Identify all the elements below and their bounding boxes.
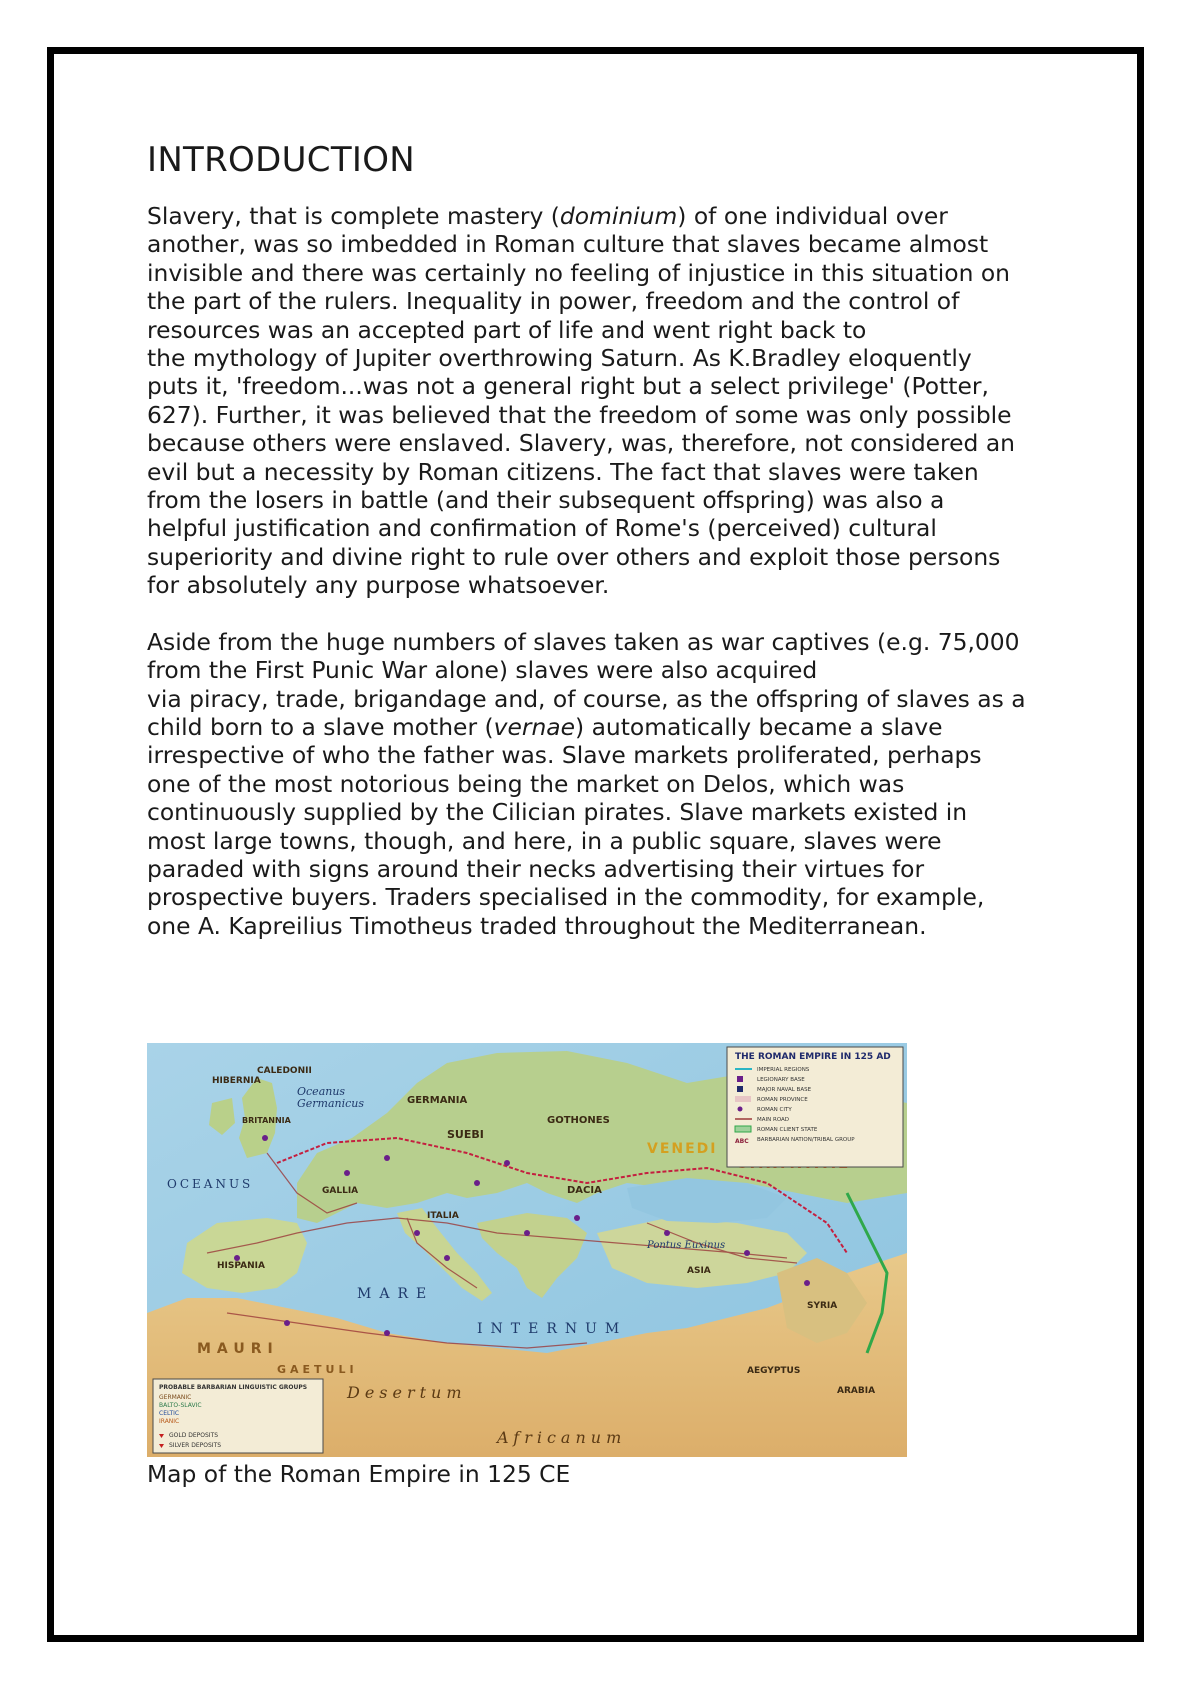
map-label: ITALIA [427, 1211, 459, 1221]
map-label: Oceanus [297, 1085, 346, 1098]
text-line: one of the most notorious being the market on Delos, which was [147, 769, 905, 798]
map-label: GALLIA [322, 1186, 359, 1196]
text-line: prospective buyers. Traders specialised in the commodity, for example, [147, 883, 985, 912]
map-label: Desertum [347, 1383, 467, 1402]
legend-entry: SILVER DEPOSITS [169, 1442, 222, 1449]
svg-text:ABC: ABC [735, 1138, 749, 1145]
legend-entry: MAJOR NAVAL BASE [757, 1087, 812, 1093]
legend-entry: GOLD DEPOSITS [169, 1432, 219, 1439]
figure-caption: Map of the Roman Empire in 125 CE [147, 1460, 571, 1488]
map-label: SYRIA [807, 1301, 838, 1311]
map-label: MAURI [197, 1341, 279, 1357]
map-label: DACIA [567, 1185, 602, 1196]
map-label: BRITANNIA [242, 1116, 291, 1125]
legend-entry: BARBARIAN NATION/TRIBAL GROUP [757, 1137, 855, 1143]
map-label: VENEDI [647, 1141, 718, 1157]
map-label: SUEBI [447, 1128, 484, 1141]
section-heading: INTRODUCTION [147, 140, 416, 180]
map-label: MARE [357, 1286, 435, 1302]
map-label: HISPANIA [217, 1261, 265, 1271]
map-figure [147, 1043, 907, 1489]
text-line: continuously supplied by the Cilician pirates. Slave markets existed in [147, 798, 968, 827]
text-line: child born to a slave mother (vernae) automatically became a slave [147, 712, 943, 741]
map-label: CALEDONII [257, 1066, 312, 1076]
legend-entry: IMPERIAL REGIONS [757, 1067, 810, 1073]
map-legend [727, 1047, 903, 1167]
map-label: HIBERNIA [212, 1076, 261, 1086]
map-label: ASIA [687, 1266, 711, 1276]
text-line: from the losers in battle (and their subsequent offspring) was also a [147, 486, 945, 515]
roman-empire-map [147, 1043, 907, 1457]
legend-entry: ROMAN CITY [757, 1107, 792, 1113]
paragraph-2 [147, 628, 1077, 940]
text-line: superiority and divine right to rule over others and exploit those persons [147, 542, 1001, 571]
italic-term: vernae [493, 712, 576, 741]
map-label: GERMANIA [407, 1095, 468, 1106]
text-line: irrespective of who the father was. Slave markets proliferated, perhaps [147, 741, 982, 770]
text-line: helpful justification and confirmation of Rome's (perceived) cultural [147, 514, 937, 543]
legend-entry: PROBABLE BARBARIAN LINGUISTIC GROUPS [159, 1384, 308, 1391]
text-line: the part of the rulers. Inequality in power, freedom and the control of [147, 287, 960, 316]
paragraph-1 [147, 202, 1077, 600]
map-label: Africanum [497, 1428, 627, 1447]
text-line: another, was so imbedded in Roman culture that slaves became almost [147, 230, 989, 259]
map-label: GOTHONES [547, 1115, 610, 1126]
text-line: 627). Further, it was believed that the freedom of some was only possible [147, 400, 1012, 429]
italic-term: dominium [559, 202, 678, 230]
map-label: Germanicus [297, 1097, 365, 1110]
text-line: because others were enslaved. Slavery, was, therefore, not considered an [147, 429, 1015, 458]
text-line: most large towns, though, and here, in a public square, slaves were [147, 826, 942, 855]
legend-title: THE ROMAN EMPIRE IN 125 AD [735, 1052, 891, 1062]
map-label: AEGYPTUS [747, 1366, 801, 1376]
legend-entry: CELTIC [159, 1410, 180, 1417]
map-label: OCEANUS [167, 1177, 254, 1191]
text-line: for absolutely any purpose whatsoever. [147, 571, 610, 600]
text-line: invisible and there was certainly no feeling of injustice in this situation on [147, 258, 1010, 287]
language-legend [153, 1379, 323, 1453]
legend-entry: GERMANIC [159, 1394, 192, 1401]
text-line: paraded with signs around their necks advertising their virtues for [147, 854, 925, 883]
text-line: Slavery, that is complete mastery (dominium) of one individual over [147, 202, 948, 230]
text-line: resources was an accepted part of life and went right back to [147, 315, 867, 344]
text-line: via piracy, trade, brigandage and, of course, as the offspring of slaves as a [147, 684, 1026, 713]
legend-entry: IRANIC [159, 1418, 180, 1425]
map-label: ARABIA [837, 1386, 876, 1396]
text-line: evil but a necessity by Roman citizens. The fact that slaves were taken [147, 457, 979, 486]
map-label: INTERNUM [477, 1321, 628, 1337]
legend-entry: BALTO-SLAVIC [159, 1402, 202, 1409]
text-line: the mythology of Jupiter overthrowing Saturn. As K.Bradley eloquently [147, 344, 972, 373]
document-body [147, 140, 1077, 940]
legend-entry: MAIN ROAD [757, 1117, 790, 1123]
legend-entry: ROMAN PROVINCE [757, 1097, 808, 1103]
text-line: one A. Kapreilius Timotheus traded throughout the Mediterranean. [147, 911, 927, 940]
map-label: Pontus Euxinus [647, 1240, 726, 1251]
legend-entry: ROMAN CLIENT STATE [757, 1127, 818, 1133]
text-line: from the First Punic War alone) slaves were also acquired [147, 656, 818, 685]
text-line: Aside from the huge numbers of slaves taken as war captives (e.g. 75,000 [147, 627, 1020, 656]
map-label: GAETULI [277, 1363, 358, 1376]
text-line: puts it, 'freedom...was not a general right but a select privilege' (Potter, [147, 372, 989, 401]
legend-entry: LEGIONARY BASE [757, 1077, 805, 1083]
